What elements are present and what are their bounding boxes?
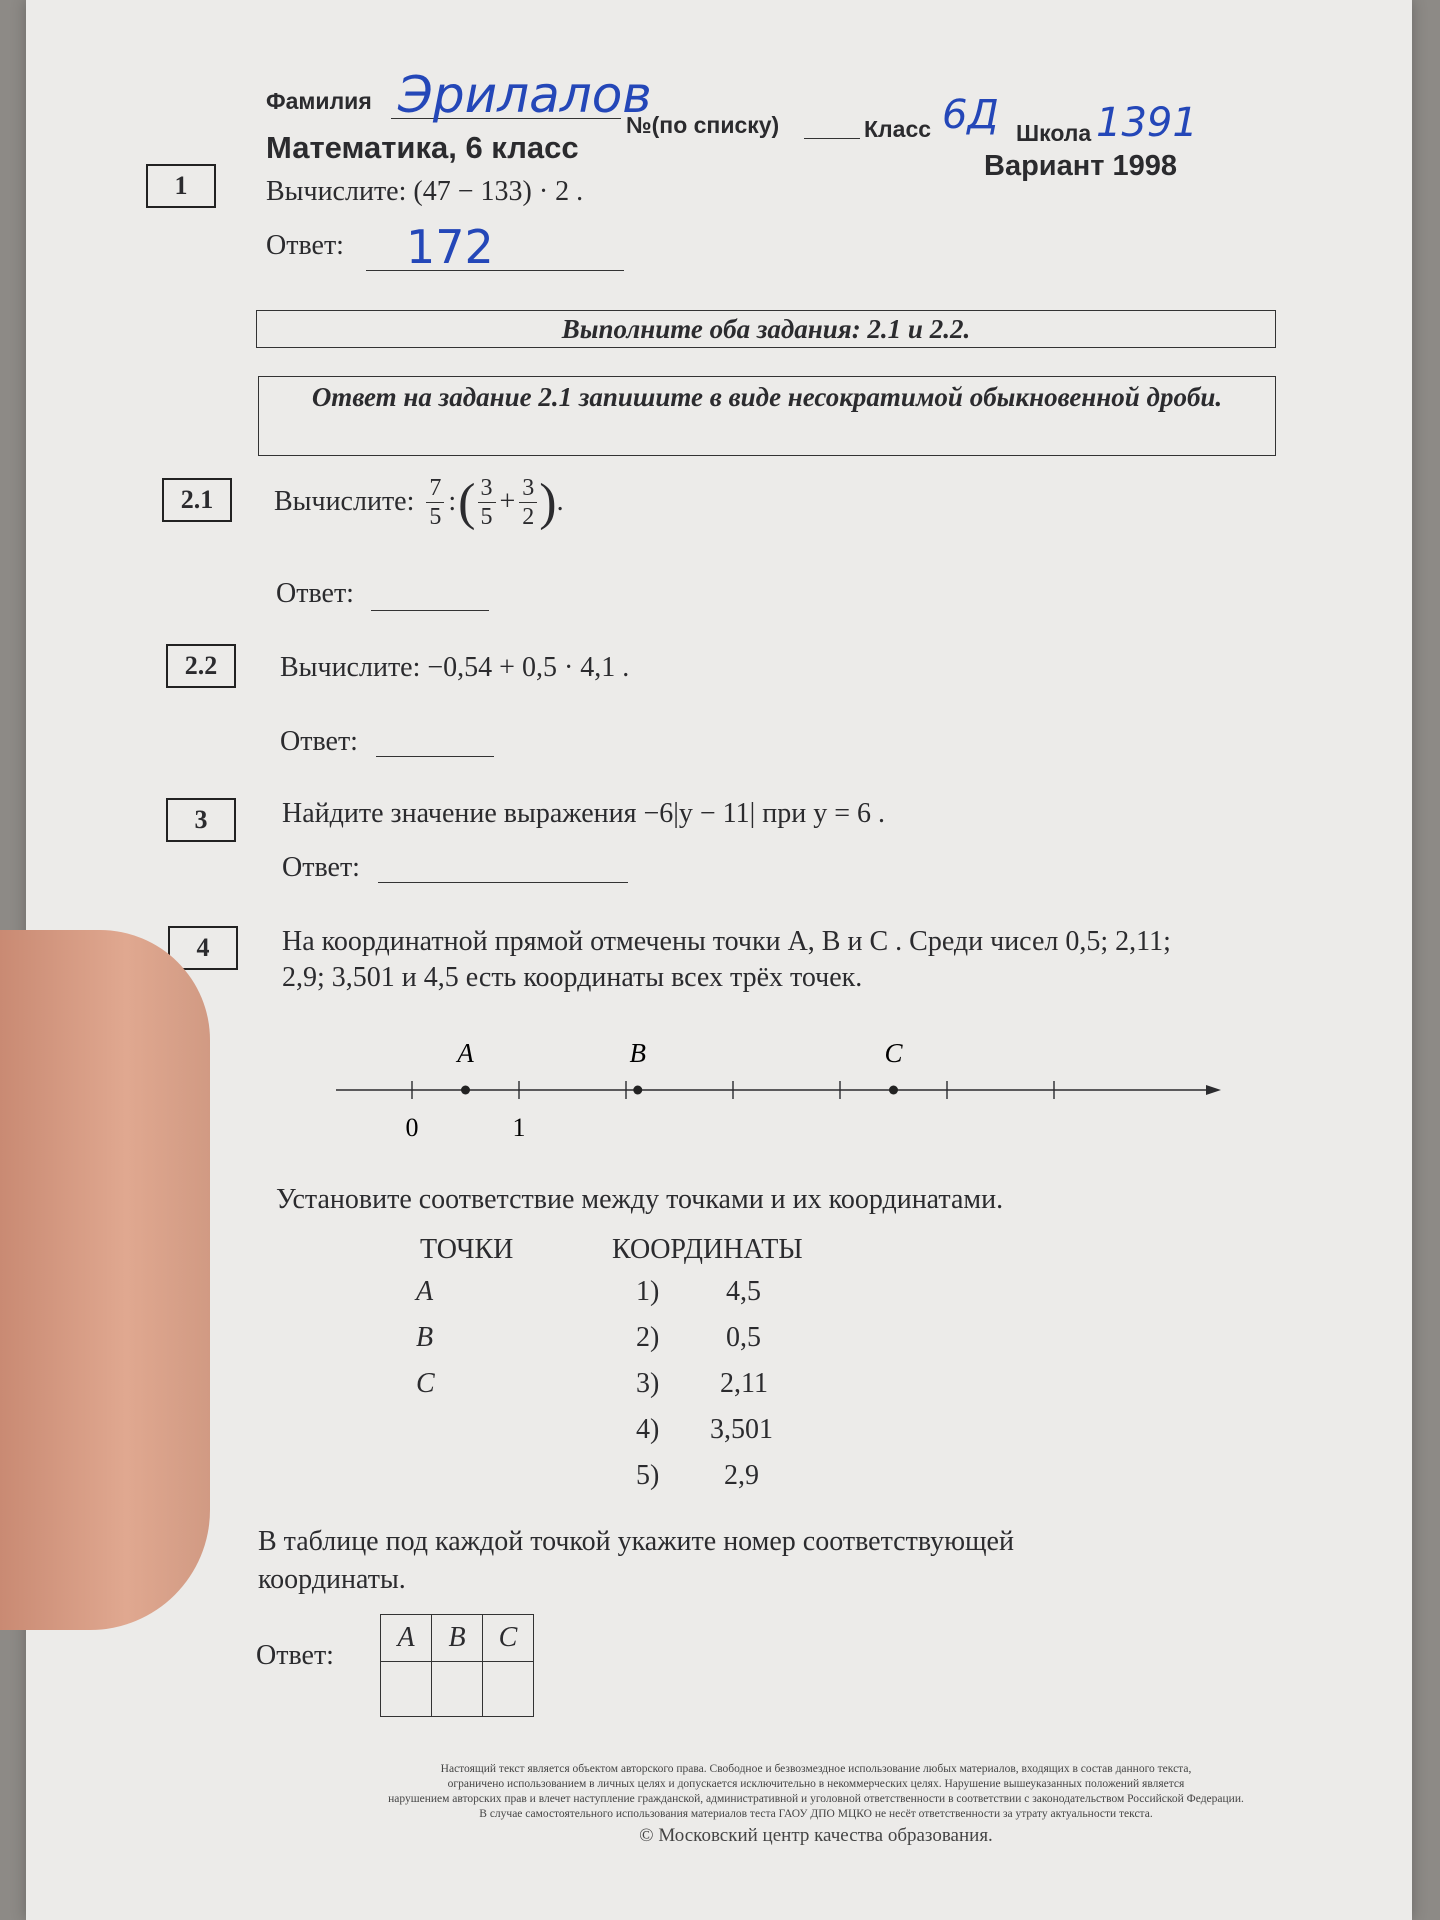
coord-num-2: 2) bbox=[636, 1322, 660, 1353]
coord-num-1: 1) bbox=[636, 1276, 660, 1307]
point-label-a: A bbox=[416, 1276, 434, 1307]
answer-cell-a[interactable] bbox=[381, 1662, 432, 1717]
header-row bbox=[266, 88, 372, 115]
fraction-3-5: $\frac{3}{5}$ bbox=[478, 474, 496, 531]
list-no-label: №(по списку) bbox=[626, 112, 780, 138]
task-number-2-1: 2.1 bbox=[162, 478, 232, 522]
answer-cell-b[interactable] bbox=[432, 1662, 483, 1717]
coord-val-4: 3,501 bbox=[710, 1414, 773, 1445]
instruction-both-tasks: Выполните оба задания: 2.1 и 2.2. bbox=[256, 310, 1276, 348]
answer-table-header bbox=[381, 1615, 534, 1662]
task1-answer-line[interactable] bbox=[366, 270, 624, 271]
surname-handwritten: Эрилалов bbox=[398, 66, 652, 124]
variant-title: Вариант 1998 bbox=[984, 150, 1178, 182]
axis-point-b bbox=[633, 1086, 642, 1095]
axis-point-label-b: B bbox=[629, 1038, 647, 1068]
coord-val-2: 0,5 bbox=[726, 1322, 761, 1353]
column-header-points: ТОЧКИ bbox=[420, 1234, 514, 1265]
point-label-c: C bbox=[416, 1368, 435, 1399]
coord-num-3: 3) bbox=[636, 1368, 660, 1399]
footer-copyright: © Московский центр качества образования. bbox=[639, 1825, 993, 1846]
task1-prompt: Вычислите: (47 − 133) · 2 . bbox=[266, 176, 584, 207]
task22-answer-line[interactable] bbox=[376, 756, 494, 757]
task21-answer-line[interactable] bbox=[371, 610, 489, 611]
task3-answer-line[interactable] bbox=[378, 882, 628, 883]
answer-table-inputs bbox=[381, 1662, 534, 1717]
task3-answer-label: Ответ: bbox=[282, 852, 360, 883]
footer-copyright-notice: Настоящий текст является объектом авторского права. Свободное и безвозмездное использование любых материалов, входящих в состав данного текста, ограничено использованием в личных целях и допускается исключительно в некоммерческих целях. Нарушение вышеуказанных положений является нарушением авторских прав и влечет наступление гражданской, административной и уголовной ответственности в соответствии с законодательством Российской Федерации. В случае самостоятельного использования материалов теста ГАОУ ДПО МЦКО не несёт ответственности за утрату актуальности текста. © Московский центр качества образования. bbox=[276, 1762, 1356, 1848]
task4-table-prompt-line2: координаты. bbox=[258, 1564, 406, 1595]
fraction-7-5: $\frac{7}{5}$ bbox=[426, 474, 444, 531]
task4-answer-label: Ответ: bbox=[256, 1640, 334, 1671]
column-header-coordinates: КООРДИНАТЫ bbox=[612, 1234, 803, 1265]
coord-num-4: 4) bbox=[636, 1414, 660, 1445]
coord-val-5: 2,9 bbox=[724, 1460, 759, 1491]
axis-point-c bbox=[889, 1086, 898, 1095]
task4-match-prompt: Установите соответствие между точками и их координатами. bbox=[276, 1184, 1004, 1215]
school-label: Школа bbox=[1016, 120, 1092, 146]
task4-table-prompt-line1: В таблице под каждой точкой укажите номер соответствующей bbox=[258, 1526, 1014, 1557]
task1-answer-label: Ответ: bbox=[266, 230, 344, 261]
answer-header-a: A bbox=[381, 1615, 432, 1662]
axis-point-a bbox=[461, 1086, 470, 1095]
fraction-3-2: $\frac{3}{2}$ bbox=[519, 474, 537, 531]
task-number-4: 4 bbox=[168, 926, 238, 970]
tick-label-1: 1 bbox=[512, 1113, 526, 1142]
task1-answer-handwritten: 172 bbox=[406, 220, 494, 274]
task-number-3: 3 bbox=[166, 798, 236, 842]
coordinate-line bbox=[326, 1030, 1246, 1150]
task3-prompt: Найдите значение выражения −6|y − 11| при y = 6 . bbox=[282, 798, 886, 829]
list-no-line bbox=[804, 138, 860, 139]
task4-prompt-line1: На координатной прямой отмечены точки A, B и C . Среди чисел 0,5; 2,11; bbox=[282, 926, 1171, 957]
coord-val-3: 2,11 bbox=[720, 1368, 768, 1399]
task-number-2-2: 2.2 bbox=[166, 644, 236, 688]
axis-point-label-c: C bbox=[884, 1038, 903, 1068]
task4-prompt-line2: 2,9; 3,501 и 4,5 есть координаты всех трёх точек. bbox=[282, 962, 863, 993]
answer-header-b: B bbox=[432, 1615, 483, 1662]
coord-num-5: 5) bbox=[636, 1460, 660, 1491]
thumb bbox=[0, 930, 210, 1630]
coord-val-1: 4,5 bbox=[726, 1276, 761, 1307]
answer-cell-c[interactable] bbox=[483, 1662, 534, 1717]
task21-expression: Вычислите: $\frac{7}{5}$ : ( $\frac{3}{5}$ + $\frac{3}{2}$ ) . bbox=[274, 473, 564, 531]
worksheet bbox=[26, 0, 1412, 1920]
instruction-fraction-note: Ответ на задание 2.1 запишите в виде несократимой обыкновенной дроби. bbox=[258, 376, 1276, 456]
answer-header-c: C bbox=[483, 1615, 534, 1662]
tick-label-0: 0 bbox=[405, 1113, 419, 1142]
class-handwritten: 6Д bbox=[942, 92, 999, 138]
axis-point-label-a: A bbox=[457, 1038, 474, 1068]
subject-title: Математика, 6 класс bbox=[266, 130, 579, 165]
class-label: Класс bbox=[864, 116, 932, 142]
task21-prompt: Вычислите: bbox=[274, 486, 415, 517]
task-number-1: 1 bbox=[146, 164, 216, 208]
task22-answer-label: Ответ: bbox=[280, 726, 358, 757]
school-handwritten: 1391 bbox=[1096, 100, 1198, 146]
surname-label: Фамилия bbox=[266, 88, 372, 114]
axis-points bbox=[455, 1038, 903, 1095]
point-label-b: B bbox=[416, 1322, 434, 1353]
task21-answer-label: Ответ: bbox=[276, 578, 354, 609]
axis-arrow bbox=[1206, 1085, 1221, 1095]
task22-prompt: Вычислите: −0,54 + 0,5 · 4,1 . bbox=[280, 652, 630, 683]
answer-table bbox=[380, 1614, 534, 1717]
